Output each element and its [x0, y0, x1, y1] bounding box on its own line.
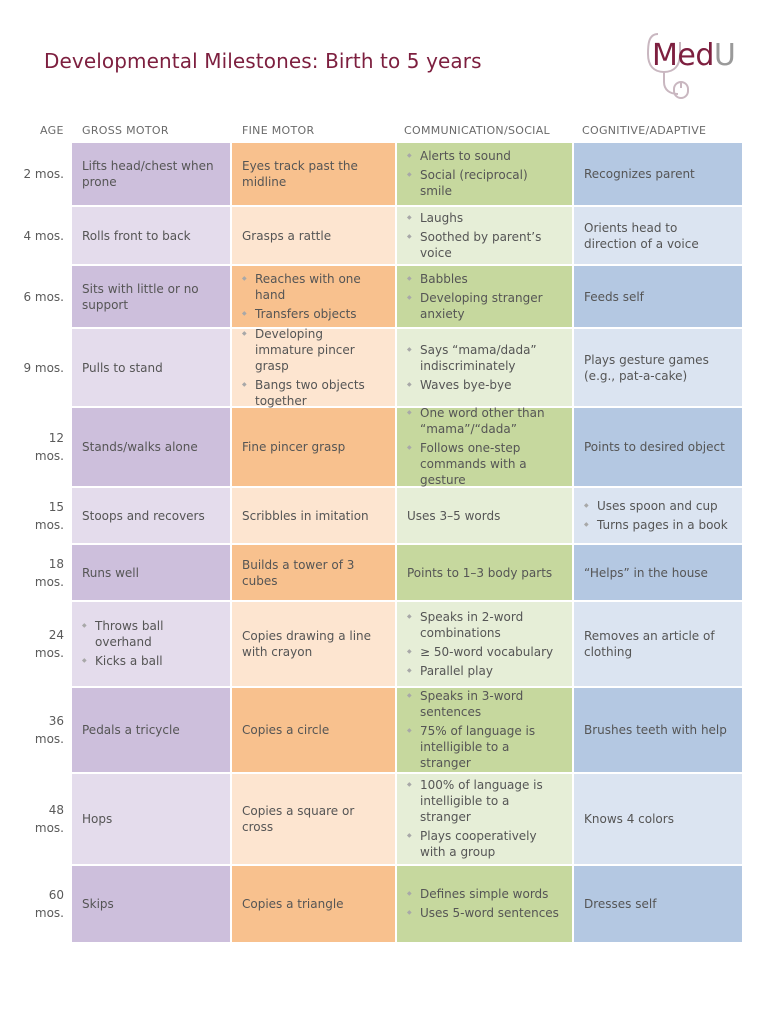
milestone-text: Skips: [82, 897, 114, 911]
age-cell: [0, 408, 64, 486]
milestone-item: ◆ Uses spoon and cup: [584, 498, 732, 514]
communication-social-cell: [397, 688, 572, 772]
cognitive-adaptive-cell: [574, 408, 742, 486]
milestone-item: ◆ Reaches with one hand: [242, 271, 385, 303]
communication-social-cell: [397, 545, 572, 600]
table-row: [0, 207, 768, 264]
communication-social-cell: [397, 207, 572, 264]
communication-social-cell: [397, 329, 572, 406]
fine-motor-cell: [232, 207, 395, 264]
cognitive-adaptive-cell: [574, 329, 742, 406]
milestone-text: Fine pincer grasp: [242, 440, 346, 454]
milestone-list: [407, 340, 562, 396]
fine-motor-cell: [232, 602, 395, 686]
age-cell: [0, 774, 64, 864]
milestone-item: ◆ Soothed by parent’s voice: [407, 229, 562, 261]
milestone-text: Brushes teeth with help: [584, 723, 727, 737]
gross-motor-cell: [72, 602, 230, 686]
milestone-text: Points to 1–3 body parts: [407, 565, 553, 580]
milestone-text: Rolls front to back: [82, 228, 191, 243]
fine-motor-cell: [232, 408, 395, 486]
milestone-item: ◆ Speaks in 2-word combinations: [407, 609, 562, 641]
milestone-text: Builds a tower of 3 cubes: [242, 557, 355, 588]
milestone-list: [407, 403, 562, 491]
milestone-item: ◆ Uses 5-word sentences: [407, 905, 562, 921]
logo-u: U: [713, 38, 736, 73]
age-label: 6 mos.: [23, 289, 64, 304]
table-row: [0, 774, 768, 864]
age-label: 18 mos.: [34, 556, 64, 589]
table-row: [0, 866, 768, 942]
fine-motor-cell: [232, 774, 395, 864]
age-cell: [0, 866, 64, 942]
milestone-text: Scribbles in imitation: [242, 508, 369, 523]
age-cell: [0, 329, 64, 406]
communication-social-cell: [397, 266, 572, 327]
milestone-text: Stoops and recovers: [82, 508, 205, 523]
milestone-item: ◆ Waves bye-bye: [407, 377, 562, 393]
age-label: 60 mos.: [34, 888, 64, 920]
milestone-text: Knows 4 colors: [584, 812, 674, 826]
milestone-text: Lifts head/chest when prone: [82, 159, 214, 189]
cognitive-adaptive-cell: [574, 774, 742, 864]
gross-motor-cell: [72, 774, 230, 864]
medu-logo: [640, 30, 750, 102]
age-label: 2 mos.: [23, 167, 64, 181]
milestone-list: [242, 324, 385, 412]
fine-motor-cell: [232, 866, 395, 942]
communication-social-cell: [397, 408, 572, 486]
table-row: [0, 266, 768, 327]
age-cell: [0, 602, 64, 686]
milestone-text: Copies drawing a line with crayon: [242, 629, 372, 659]
milestone-text: Removes an article of clothing: [584, 629, 715, 659]
communication-social-cell: [397, 143, 572, 205]
age-cell: [0, 545, 64, 600]
milestone-text: Feeds self: [584, 289, 644, 304]
table-row: [0, 326, 768, 408]
age-cell: [0, 488, 64, 543]
header-gross-motor: GROSS MOTOR: [82, 124, 169, 137]
milestone-list: [407, 686, 562, 774]
age-label: 12 mos.: [34, 431, 64, 463]
table-row: [0, 688, 768, 772]
header-cognitive-adaptive: COGNITIVE/ADAPTIVE: [582, 124, 707, 137]
table-row: [0, 143, 768, 205]
cognitive-adaptive-cell: [574, 207, 742, 264]
milestone-text: Dresses self: [584, 897, 657, 911]
gross-motor-cell: [72, 329, 230, 406]
milestone-list: [242, 269, 385, 325]
milestone-text: Hops: [82, 812, 113, 826]
gross-motor-cell: [72, 866, 230, 942]
age-cell: [0, 207, 64, 264]
fine-motor-cell: [232, 545, 395, 600]
milestone-text: Recognizes parent: [584, 167, 695, 181]
age-cell: [0, 688, 64, 772]
milestone-text: Runs well: [82, 565, 139, 580]
milestone-list: [407, 775, 562, 863]
milestone-list: [407, 884, 562, 924]
logo-med: Med: [652, 38, 714, 73]
header-communication-social: COMMUNICATION/SOCIAL: [404, 124, 550, 137]
milestone-item: ◆ Speaks in 3-word sentences: [407, 688, 562, 720]
cognitive-adaptive-cell: [574, 545, 742, 600]
cognitive-adaptive-cell: [574, 688, 742, 772]
milestone-list: [584, 496, 732, 536]
milestone-text: Plays gesture games (e.g., pat-a-cake): [584, 352, 709, 383]
fine-motor-cell: [232, 266, 395, 327]
milestone-item: ◆ Turns pages in a book: [584, 517, 732, 533]
milestone-item: ◆ Kicks a ball: [82, 653, 220, 669]
gross-motor-cell: [72, 408, 230, 486]
milestone-item: ◆ Throws ball overhand: [82, 618, 220, 650]
milestone-list: [407, 208, 562, 264]
milestone-item: ◆ 75% of language is intelligible to a stranger: [407, 723, 562, 771]
age-label: 36 mos.: [34, 714, 64, 746]
header-fine-motor: FINE MOTOR: [242, 124, 315, 137]
milestone-list: [82, 616, 220, 672]
fine-motor-cell: [232, 326, 395, 408]
fine-motor-cell: [232, 688, 395, 772]
gross-motor-cell: [72, 688, 230, 772]
cognitive-adaptive-cell: [574, 602, 742, 686]
milestone-text: Copies a square or cross: [242, 804, 355, 834]
milestone-item: ◆ Parallel play: [407, 663, 562, 679]
milestone-item: ◆ ≥ 50-word vocabulary: [407, 644, 562, 660]
milestone-item: ◆ Alerts to sound: [407, 148, 562, 164]
milestone-item: ◆ Social (reciprocal) smile: [407, 167, 562, 199]
page-title: Developmental Milestones: Birth to 5 years: [44, 49, 482, 74]
milestone-item: ◆ Developing immature pincer grasp: [242, 326, 385, 374]
fine-motor-cell: [232, 488, 395, 543]
milestone-item: ◆ Babbles: [407, 271, 562, 287]
table-row: [0, 408, 768, 486]
gross-motor-cell: [72, 488, 230, 543]
milestone-item: ◆ One word other than “mama”/“dada”: [407, 405, 562, 437]
milestone-text: Pedals a tricycle: [82, 723, 180, 737]
gross-motor-cell: [72, 266, 230, 327]
fine-motor-cell: [232, 143, 395, 205]
age-cell: [0, 266, 64, 327]
milestone-text: Pulls to stand: [82, 360, 163, 375]
milestone-item: ◆ 100% of language is intelligible to a stranger: [407, 777, 562, 825]
milestone-item: ◆ Bangs two objects together: [242, 377, 385, 409]
table-row: [0, 602, 768, 686]
cognitive-adaptive-cell: [574, 866, 742, 942]
milestone-text: “Helps” in the house: [584, 565, 708, 580]
gross-motor-cell: [72, 545, 230, 600]
age-label: 15 mos.: [34, 499, 64, 532]
milestone-list: [407, 607, 562, 682]
milestone-item: ◆ Says “mama/dada” indiscriminately: [407, 342, 562, 374]
milestone-text: Stands/walks alone: [82, 440, 198, 454]
cognitive-adaptive-cell: [574, 488, 742, 543]
logo-text: [652, 38, 735, 74]
milestone-text: Points to desired object: [584, 440, 725, 454]
milestone-text: Sits with little or no support: [82, 281, 199, 312]
age-label: 48 mos.: [34, 803, 64, 835]
milestone-item: ◆ Follows one-step commands with a gesture: [407, 440, 562, 488]
communication-social-cell: [397, 488, 572, 543]
communication-social-cell: [397, 774, 572, 864]
cognitive-adaptive-cell: [574, 266, 742, 327]
milestone-text: Grasps a rattle: [242, 228, 332, 243]
milestone-text: Orients head to direction of a voice: [584, 220, 699, 251]
cognitive-adaptive-cell: [574, 143, 742, 205]
milestone-text: Copies a circle: [242, 723, 330, 737]
table-row: [0, 488, 768, 543]
milestone-text: Eyes track past the midline: [242, 159, 358, 189]
milestone-item: ◆ Transfers objects: [242, 306, 385, 322]
table-row: [0, 545, 768, 600]
gross-motor-cell: [72, 143, 230, 205]
gross-motor-cell: [72, 207, 230, 264]
header-age: AGE: [40, 124, 64, 137]
age-label: 24 mos.: [34, 628, 64, 660]
milestone-list: [407, 269, 562, 325]
milestone-item: ◆ Plays cooperatively with a group: [407, 828, 562, 860]
milestone-text: Copies a triangle: [242, 897, 344, 911]
age-label: 4 mos.: [23, 228, 64, 243]
milestone-item: ◆ Defines simple words: [407, 886, 562, 902]
age-cell: [0, 143, 64, 205]
milestone-text: Uses 3–5 words: [407, 508, 501, 523]
communication-social-cell: [397, 866, 572, 942]
age-label: 9 mos.: [23, 360, 64, 375]
milestone-list: [407, 146, 562, 202]
milestone-item: ◆ Developing stranger anxiety: [407, 290, 562, 322]
communication-social-cell: [397, 602, 572, 686]
milestone-item: ◆ Laughs: [407, 210, 562, 226]
